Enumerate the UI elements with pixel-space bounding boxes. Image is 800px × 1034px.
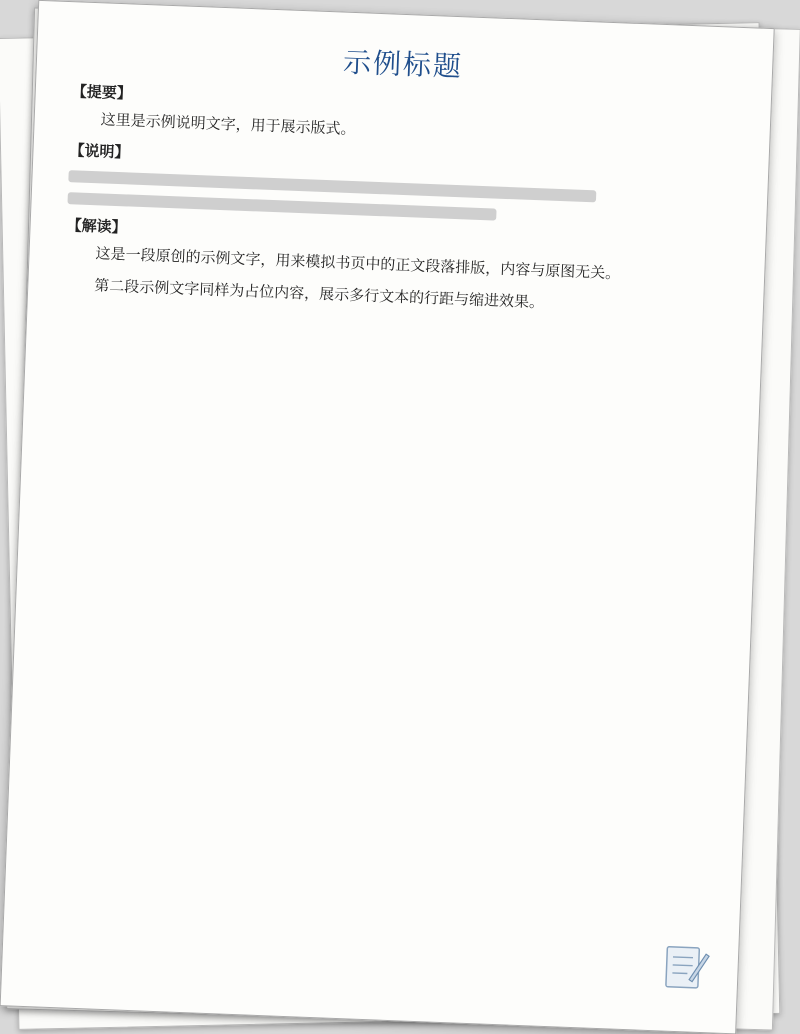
section-title: 示例标题 — [342, 45, 464, 84]
page-content — [64, 26, 734, 328]
body-paragraph: 第二段示例文字同样为占位内容，展示多行文本的行距与缩进效果。 — [94, 276, 545, 312]
reading-label: 【解读】 — [66, 216, 127, 237]
theme-text: 这里是示例说明文字，用于展示版式。 — [100, 110, 356, 139]
theme-label: 【提要】 — [71, 82, 133, 103]
body-paragraph: 这是一段原创的示例文字，用来模拟书页中的正文段落排版，内容与原图无关。 — [95, 244, 621, 283]
notes-label: 【说明】 — [69, 141, 130, 162]
notepad-pencil-icon — [663, 939, 711, 993]
